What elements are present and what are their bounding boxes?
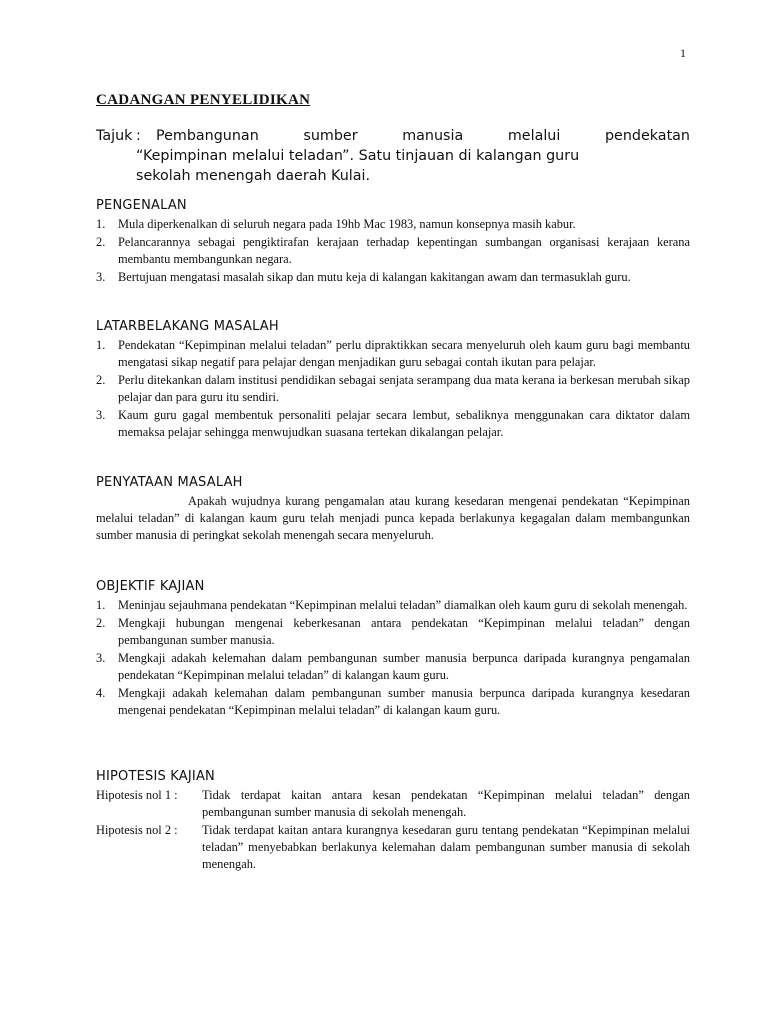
tajuk-block	[96, 126, 690, 186]
list-number: 2.	[96, 616, 106, 630]
hipotesis-text: Tidak terdapat kaitan antara kesan pendekatan “Kepimpinan melalui teladan” dengan pembangunan sumber manusia di sekolah menengah.	[202, 788, 690, 819]
list-item	[96, 269, 690, 286]
hipotesis-label: Hipotesis nol 1 :	[96, 788, 178, 802]
list-item	[96, 615, 690, 649]
list-item	[96, 216, 690, 233]
latarbelakang-heading: LATARBELAKANG MASALAH	[96, 319, 279, 334]
list-text: Meninjau sejauhmana pendekatan “Kepimpinan melalui teladan” diamalkan oleh kaum guru di sekolah menengah.	[118, 598, 688, 612]
page-number: 1	[680, 46, 686, 60]
list-item	[96, 234, 690, 268]
list-number: 3.	[96, 408, 106, 422]
list-text: Mula diperkenalkan di seluruh negara pada 19hb Mac 1983, namun konsepnya masih kabur.	[118, 217, 576, 231]
list-number: 1.	[96, 338, 106, 352]
list-number: 1.	[96, 598, 106, 612]
hipotesis-item	[96, 787, 690, 821]
hipotesis-item	[96, 822, 690, 873]
list-text: Mengkaji adakah kelemahan dalam pembangunan sumber manusia berpunca daripada kurangnya kesedaran mengenai pendekatan “Kepimpinan melalui teladan” di kalangan kaum guru.	[118, 686, 690, 717]
hipotesis-label: Hipotesis nol 2 :	[96, 823, 178, 837]
list-number: 2.	[96, 235, 106, 249]
list-item	[96, 650, 690, 684]
list-text: Bertujuan mengatasi masalah sikap dan mutu keja di kalangan kakitangan awam dan termasuklah guru.	[118, 270, 631, 284]
list-text: Mengkaji hubungan mengenai keberkesanan antara pendekatan “Kepimpinan melalui teladan” dengan pembangunan sumber manusia.	[118, 616, 690, 647]
list-text: Pelancarannya sebagai pengiktirafan kerajaan terhadap kepentingan sumbangan organisasi kerajaan kerana membantu membangunkan negara.	[118, 235, 690, 266]
penyataan-paragraph: Apakah wujudnya kurang pengamalan atau kurang kesedaran mengenai pendekatan “Kepimpinan melalui teladan” di kalangan kaum guru telah menjadi punca kepada berlakunya kegagalan dalam membangunkan sumber manusia di peringkat sekolah menengah secara menyeluruh.	[96, 494, 690, 542]
list-number: 1.	[96, 217, 106, 231]
list-item	[96, 597, 690, 614]
document-title: CADANGAN PENYELIDIKAN	[96, 92, 311, 108]
penyataan-heading: PENYATAAN MASALAH	[96, 475, 243, 490]
list-item	[96, 407, 690, 441]
list-number: 3.	[96, 270, 106, 284]
list-number: 3.	[96, 651, 106, 665]
list-text: Mengkaji adakah kelemahan dalam pembangunan sumber manusia berpunca daripada kurangnya pengamalan pendekatan “Kepimpinan melalui teladan” di kalangan kaum guru.	[118, 651, 690, 682]
list-number: 2.	[96, 373, 106, 387]
tajuk-label: Tajuk	[96, 128, 133, 144]
tajuk-colon: :	[136, 128, 141, 144]
tajuk-line-3: sekolah menengah daerah Kulai.	[136, 168, 371, 184]
list-text: Perlu ditekankan dalam institusi pendidikan sebagai senjata serampang dua mata kerana ia berkesan merubah sikap pelajar dan para guru itu sendiri.	[118, 373, 690, 404]
latarbelakang-list	[96, 337, 690, 442]
pengenalan-heading: PENGENALAN	[96, 198, 187, 213]
list-number: 4.	[96, 686, 106, 700]
hipotesis-text: Tidak terdapat kaitan antara kurangnya kesedaran guru tentang pendekatan “Kepimpinan melalui teladan” menyebabkan berlakunya kelemahan dalam pembangunan sumber manusia di sekolah menengah.	[202, 823, 690, 871]
list-item	[96, 372, 690, 406]
tajuk-line-2: “Kepimpinan melalui teladan”. Satu tinjauan di kalangan guru	[136, 148, 580, 164]
objektif-heading: OBJEKTIF KAJIAN	[96, 579, 205, 594]
list-text: Kaum guru gagal membentuk personaliti pelajar secara lembut, sebaliknya menggunakan cara diktator dalam memaksa pelajar sehingga menwujudkan suasana tertekan dikalangan pelajar.	[118, 408, 690, 439]
pengenalan-list	[96, 216, 690, 287]
objektif-list	[96, 597, 690, 720]
list-item	[96, 685, 690, 719]
list-text: Pendekatan “Kepimpinan melalui teladan” perlu dipraktikkan secara menyeluruh oleh kaum guru bagi membantu mengatasi sikap negatif para pelajar dengan menjadikan guru sebagai contah ikutan para pelajar.	[118, 338, 690, 369]
hipotesis-heading: HIPOTESIS KAJIAN	[96, 769, 215, 784]
hipotesis-list	[96, 787, 690, 874]
tajuk-line-1: Pembangunan sumber manusia melalui pendekatan	[156, 128, 690, 144]
list-item	[96, 337, 690, 371]
